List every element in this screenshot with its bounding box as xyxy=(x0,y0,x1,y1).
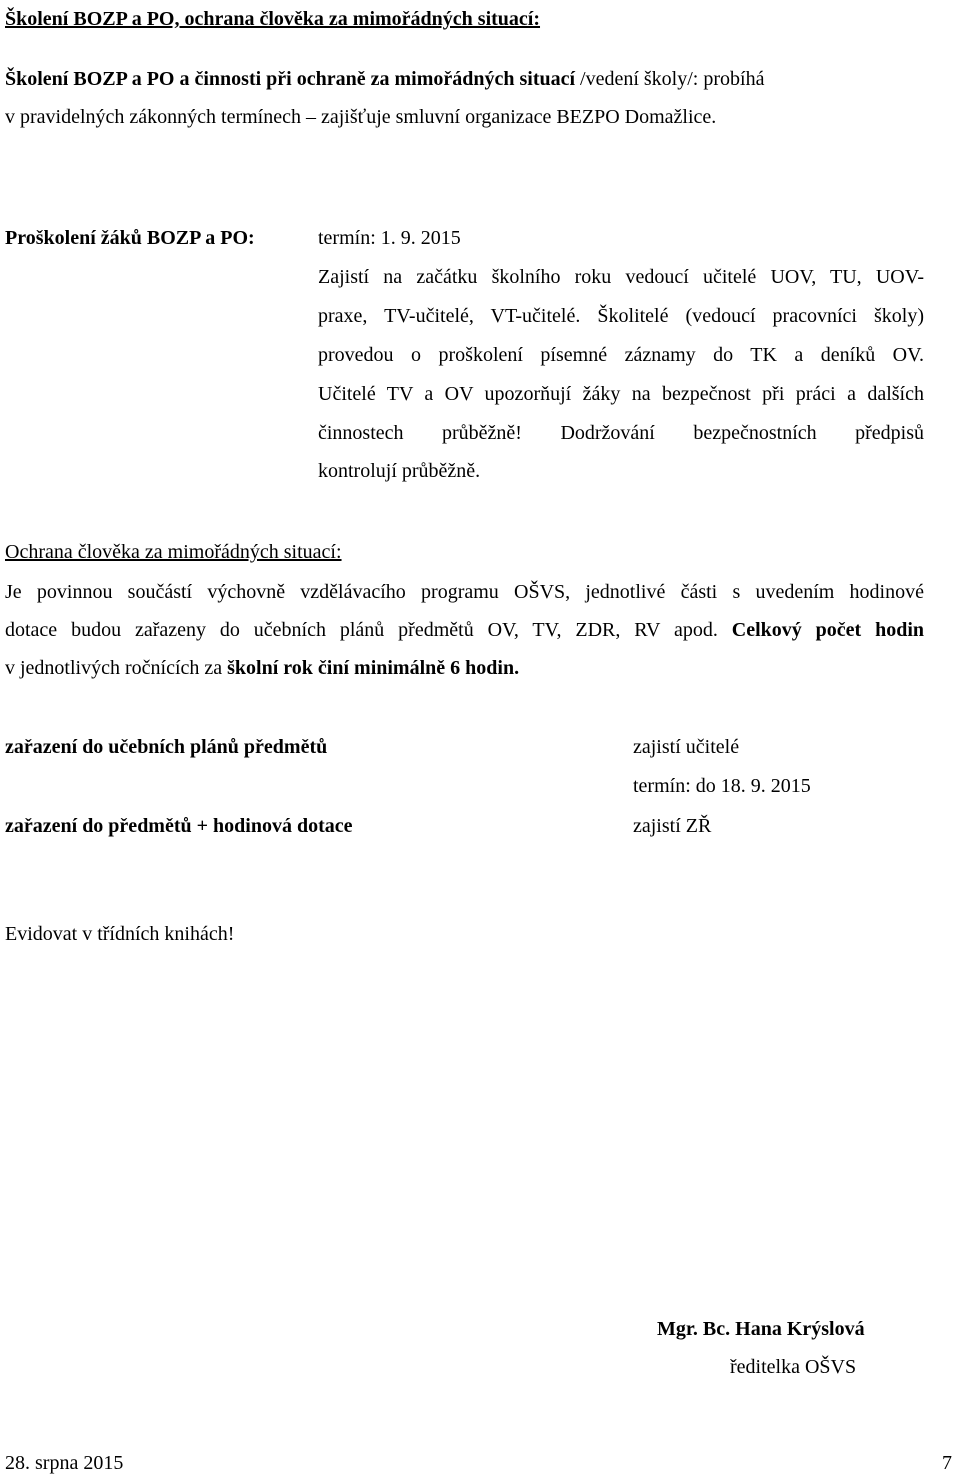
pupil-training-line: kontrolují průběžně. xyxy=(318,460,481,482)
civil-protection-line-3-bold: školní rok činí minimálně 6 hodin. xyxy=(227,657,520,679)
civil-protection-line-2 xyxy=(5,618,924,642)
assignment-who: zajistí ZŘ xyxy=(633,815,712,837)
intro-line-1 xyxy=(5,67,764,91)
assignment-task: zařazení do učebních plánů předmětů xyxy=(5,736,328,758)
section-heading-bozp: Školení BOZP a PO, ochrana člověka za mimořádných situací: xyxy=(5,8,541,30)
civil-protection-line-2-normal: dotace budou zařazeny do učebních plánů předmětů OV, TV, ZDR, RV apod. xyxy=(5,619,718,641)
page-number: 7 xyxy=(942,1452,952,1474)
pupil-training-term: termín: 1. 9. 2015 xyxy=(318,227,461,249)
civil-protection-line-3 xyxy=(5,656,519,680)
assignment-term: termín: do 18. 9. 2015 xyxy=(633,775,811,797)
pupil-training-line: činnostech průběžně! Dodržování bezpečnostních předpisů xyxy=(318,422,924,444)
section-heading-civil-protection: Ochrana člověka za mimořádných situací: xyxy=(5,541,342,563)
civil-protection-line-1: Je povinnou součástí výchovně vzdělávacího programu OŠVS, jednotlivé části s uvedením hodinové xyxy=(5,581,924,603)
pupil-training-line: Učitelé TV a OV upozorňují žáky na bezpečnost při práci a dalších xyxy=(318,383,924,405)
civil-protection-line-2-bold: Celkový počet hodin xyxy=(717,619,924,641)
signature-title: ředitelka OŠVS xyxy=(730,1356,857,1378)
intro-bold-text: Školení BOZP a PO a činnosti při ochraně za mimořádných situací xyxy=(5,68,576,90)
pupil-training-line: praxe, TV-učitelé, VT-učitelé. Školitelé (vedoucí pracovníci školy) xyxy=(318,305,924,327)
footer-date: 28. srpna 2015 xyxy=(5,1452,124,1474)
intro-rest-text: /vedení školy/: probíhá xyxy=(575,68,765,90)
assignment-task: zařazení do předmětů + hodinová dotace xyxy=(5,815,353,837)
civil-protection-line-3-normal: v jednotlivých ročnících za xyxy=(5,657,228,679)
record-note: Evidovat v třídních knihách! xyxy=(5,923,235,945)
pupil-training-line: Zajistí na začátku školního roku vedoucí učitelé UOV, TU, UOV- xyxy=(318,266,924,288)
signature-name: Mgr. Bc. Hana Krýslová xyxy=(657,1318,865,1340)
pupil-training-label: Proškolení žáků BOZP a PO: xyxy=(5,227,255,249)
pupil-training-line: provedou o proškolení písemné záznamy do TK a deníků OV. xyxy=(318,344,924,366)
intro-line-2: v pravidelných zákonných termínech – zajišťuje smluvní organizace BEZPO Domažlice. xyxy=(5,106,717,128)
assignment-who: zajistí učitelé xyxy=(633,736,740,758)
